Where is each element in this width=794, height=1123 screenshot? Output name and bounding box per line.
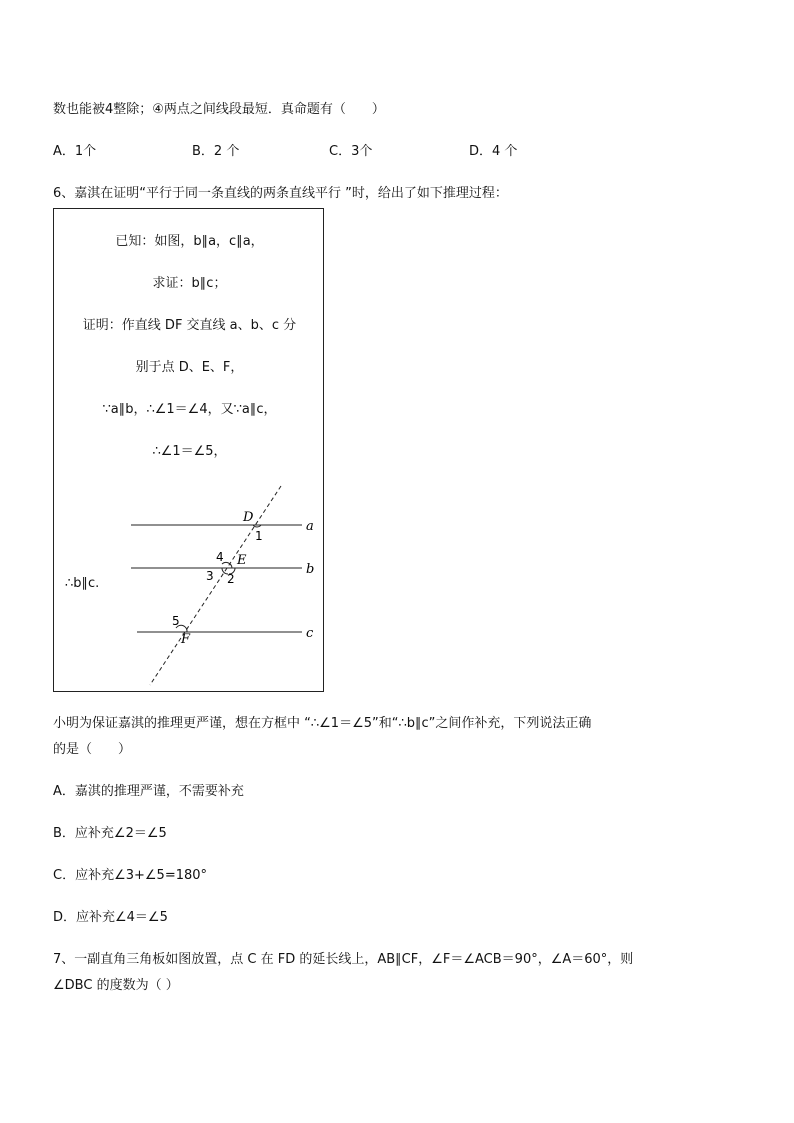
q5-options bbox=[53, 143, 573, 161]
label-line-b: b bbox=[306, 562, 315, 577]
label-angle-3: 3 bbox=[206, 569, 214, 583]
label-line-a: a bbox=[306, 519, 314, 534]
q7-stem-line-1: 7、一副直角三角板如图放置，点 C 在 FD 的延长线上，AB∥CF，∠F＝∠ACB＝90°，∠A＝60°，则 bbox=[53, 952, 634, 967]
proof-conclusion: ∴b∥c. bbox=[65, 576, 100, 591]
label-line-c: c bbox=[306, 626, 314, 641]
proof-step-4: ∴∠1＝∠5， bbox=[152, 444, 227, 459]
label-angle-5: 5 bbox=[172, 614, 180, 628]
label-angle-1: 1 bbox=[255, 529, 263, 543]
label-angle-2: 2 bbox=[227, 572, 235, 586]
label-angle-4: 4 bbox=[216, 550, 224, 564]
q7-stem-line-2: ∠DBC 的度数为（ ） bbox=[53, 978, 179, 993]
q5-option-d: D．4 个 bbox=[469, 144, 518, 159]
q5-option-c: C．3个 bbox=[329, 144, 373, 159]
proof-step-2: 别于点 D、E、F， bbox=[135, 360, 244, 375]
label-point-e: E bbox=[237, 553, 247, 568]
q6-stem: 6、嘉淇在证明“平行于同一条直线的两条直线平行 ”时，给出了如下推理过程： bbox=[53, 186, 508, 201]
transversal-df bbox=[150, 486, 281, 685]
q5-option-a: A．1个 bbox=[53, 144, 97, 159]
proof-box bbox=[53, 208, 324, 692]
q5-stem-tail: 数也能被4整除；④两点之间线段最短．真命题有（ ） bbox=[53, 102, 385, 117]
q6-question-line-2: 的是（ ） bbox=[53, 742, 132, 757]
q6-option-d: D．应补充∠4＝∠5 bbox=[53, 910, 168, 925]
q6-option-a: A．嘉淇的推理严谨，不需要补充 bbox=[53, 784, 244, 799]
proof-to-prove: 求证：b∥c； bbox=[152, 276, 227, 291]
label-point-d: D bbox=[243, 510, 254, 525]
label-point-f: F bbox=[181, 632, 191, 647]
parallel-lines-figure bbox=[124, 479, 324, 691]
q6-option-b: B．应补充∠2＝∠5 bbox=[53, 826, 167, 841]
q6-question-line-1: 小明为保证嘉淇的推理更严谨，想在方框中 “∴∠1＝∠5”和“∴b∥c”之间作补充，下列说法正确 bbox=[53, 716, 592, 731]
q5-option-b: B．2 个 bbox=[192, 144, 240, 159]
proof-given: 已知：如图，b∥a，c∥a， bbox=[115, 234, 264, 249]
proof-step-1: 证明：作直线 DF 交直线 a、b、c 分 bbox=[82, 318, 297, 333]
proof-step-3: ∵a∥b，∴∠1＝∠4，又∵a∥c， bbox=[102, 402, 277, 417]
q6-option-c: C．应补充∠3+∠5=180° bbox=[53, 868, 208, 883]
